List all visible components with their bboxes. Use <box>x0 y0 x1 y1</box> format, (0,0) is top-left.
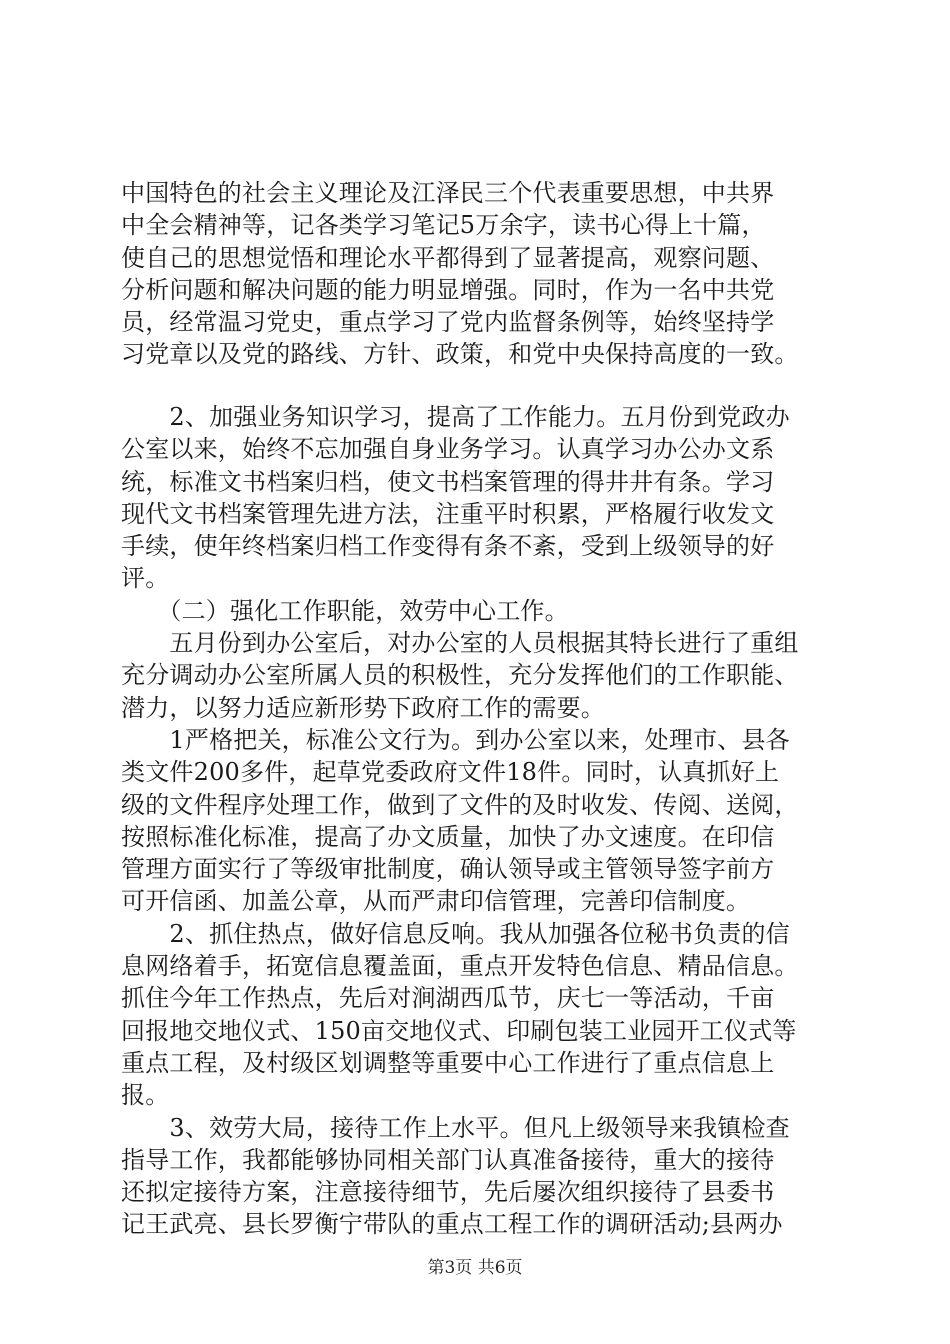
text-line: 公室以来，始终不忘加强自身业务学习。认真学习办公办文系 <box>121 435 775 464</box>
text-line: 可开信函、加盖公章，从而严肃印信管理，完善印信制度。 <box>121 887 751 916</box>
text-line: 充分调动办公室所属人员的积极性，充分发挥他们的工作职能、 <box>121 661 799 690</box>
text-line: 分析问题和解决问题的能力明显增强。同时，作为一名中共党 <box>121 275 775 304</box>
text-line: 统，标准文书档案归档，使文书档案管理的得井井有条。学习 <box>121 467 775 496</box>
text-line: 记王武亮、县长罗衡宁带队的重点工程工作的调研活动;县两办 <box>121 1210 783 1239</box>
text-line: 现代文书档案管理先进方法，注重平时积累，严格履行收发文 <box>121 499 775 528</box>
text-line: 3、效劳大局，接待工作上水平。但凡上级领导来我镇检查 <box>121 1113 790 1142</box>
text-line: 息网络着手，拓宽信息覆盖面，重点开发特色信息、精品信息。 <box>121 952 799 981</box>
text-line: 2、抓住热点，做好信息反响。我从加强各位秘书负责的信 <box>121 919 790 948</box>
text-line: 重点工程，及村级区划调整等重要中心工作进行了重点信息上 <box>121 1048 775 1077</box>
text-line: 报。 <box>121 1081 170 1110</box>
text-line: 1严格把关，标准公文行为。到办公室以来，处理市、县各 <box>121 725 790 754</box>
text-line: 手续，使年终档案归档工作变得有条不紊，受到上级领导的好 <box>121 532 775 561</box>
text-line: （二）强化工作职能，效劳中心工作。 <box>121 596 569 625</box>
paragraph-block-work-summary <box>121 401 841 1241</box>
text-line: 类文件200多件，起草党委政府文件18件。同时，认真抓好上 <box>121 758 780 787</box>
page-number-footer: 第3页 共6页 <box>427 1258 523 1278</box>
text-line: 习党章以及党的路线、方针、政策，和党中央保持高度的一致。 <box>121 340 799 369</box>
text-line: 级的文件程序处理工作，做到了文件的及时收发、传阅、送阅， <box>121 790 799 819</box>
text-line: 中全会精神等，记各类学习笔记5万余字，读书心得上十篇， <box>121 211 766 240</box>
paragraph-block-theory-study <box>121 177 841 371</box>
text-line: 按照标准化标准，提高了办文质量，加快了办文速度。在印信 <box>121 822 775 851</box>
text-line: 员，经常温习党史，重点学习了党内监督条例等，始终坚持学 <box>121 308 775 337</box>
text-line: 评。 <box>121 564 170 593</box>
text-line: 还拟定接待方案，注意接待细节，先后屡次组织接待了县委书 <box>121 1178 775 1207</box>
text-line: 使自己的思想觉悟和理论水平都得到了显著提高，观察问题、 <box>121 243 775 272</box>
text-line: 指导工作，我都能够协同相关部门认真准备接待，重大的接待 <box>121 1145 775 1174</box>
text-line: 2、加强业务知识学习，提高了工作能力。五月份到党政办 <box>121 403 790 431</box>
text-line: 回报地交地仪式、150亩交地仪式、印刷包装工业园开工仪式等 <box>121 1016 797 1045</box>
text-line: 潜力，以努力适应新形势下政府工作的需要。 <box>121 693 605 722</box>
text-line: 五月份到办公室后，对办公室的人员根据其特长进行了重组 <box>121 629 799 658</box>
text-line: 中国特色的社会主义理论及江泽民三个代表重要思想，中共界 <box>121 179 775 207</box>
text-line: 抓住今年工作热点，先后对涧湖西瓜节，庆七一等活动，千亩 <box>121 984 775 1013</box>
text-line: 管理方面实行了等级审批制度，确认领导或主管领导签字前方 <box>121 855 775 884</box>
